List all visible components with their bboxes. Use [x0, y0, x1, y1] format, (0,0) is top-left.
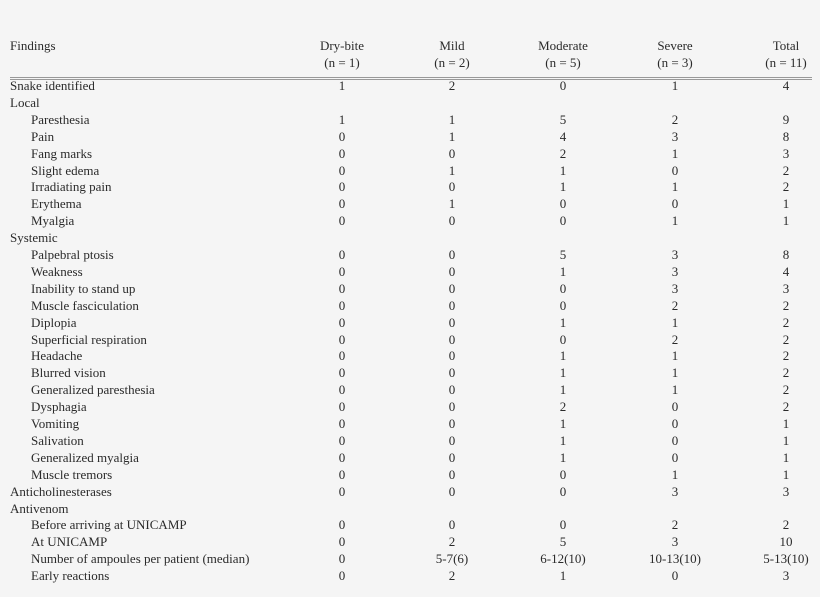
row-label: Local	[10, 94, 40, 110]
header-n: (n = 11)	[765, 55, 807, 70]
cell-mild: 0	[448, 331, 456, 347]
table-row	[0, 280, 820, 297]
row-label: Generalized myalgia	[31, 449, 139, 465]
cell-total: 10	[779, 534, 793, 550]
row-label: Dysphagia	[31, 399, 87, 415]
cell-mild: 0	[448, 314, 456, 330]
cell-dry-bite: 0	[338, 551, 346, 567]
cell-mild: 0	[448, 179, 456, 195]
cell-dry-bite: 0	[338, 517, 346, 533]
cell-moderate: 0	[559, 297, 567, 313]
cell-moderate: 0	[559, 280, 567, 296]
cell-dry-bite: 0	[338, 382, 346, 398]
cell-severe: 10-13(10)	[649, 551, 701, 567]
row-label: Anticholinesterases	[10, 483, 112, 499]
row-label: Paresthesia	[31, 111, 90, 127]
row-label: Inability to stand up	[31, 280, 136, 296]
cell-mild: 0	[448, 297, 456, 313]
row-label: Pain	[31, 128, 55, 144]
cell-severe: 1	[671, 78, 679, 93]
cell-dry-bite: 0	[338, 432, 346, 448]
table-row	[0, 229, 820, 246]
cell-dry-bite: 0	[338, 247, 346, 262]
header-n: (n = 2)	[434, 55, 470, 70]
cell-total: 3	[782, 568, 790, 584]
cell-severe: 3	[671, 263, 679, 279]
header-n: (n = 5)	[545, 55, 581, 70]
cell-severe: 1	[671, 466, 679, 482]
cell-severe: 3	[671, 483, 679, 499]
table-row	[0, 500, 820, 517]
cell-severe: 2	[671, 297, 679, 313]
row-label: Slight edema	[31, 162, 100, 178]
cell-total: 2	[782, 517, 790, 533]
cell-dry-bite: 0	[338, 568, 346, 584]
cell-severe: 0	[671, 162, 679, 178]
table-row	[0, 483, 820, 500]
cell-dry-bite: 0	[338, 365, 346, 381]
table-row	[0, 398, 820, 415]
cell-total: 1	[782, 196, 790, 212]
cell-mild: 0	[448, 432, 456, 448]
cell-moderate: 6-12(10)	[540, 551, 586, 567]
cell-dry-bite: 0	[338, 416, 346, 431]
cell-moderate: 4	[559, 128, 567, 144]
cell-moderate: 0	[559, 517, 567, 533]
cell-total: 2	[782, 382, 790, 398]
cell-dry-bite: 0	[338, 280, 346, 296]
row-label: Myalgia	[31, 213, 75, 229]
cell-dry-bite: 0	[338, 196, 346, 212]
row-label: Headache	[31, 348, 83, 364]
cell-total: 2	[782, 162, 790, 178]
cell-mild: 5-7(6)	[435, 551, 469, 567]
table-row	[0, 347, 820, 364]
cell-dry-bite: 0	[338, 297, 346, 313]
cell-total: 1	[782, 449, 790, 465]
cell-mild: 0	[448, 416, 456, 431]
row-label: Number of ampoules per patient (median)	[31, 551, 250, 567]
cell-severe: 1	[671, 382, 679, 398]
header-dry-bite	[292, 37, 392, 71]
cell-total: 2	[782, 399, 790, 415]
header-moderate	[513, 37, 613, 71]
cell-moderate: 1	[559, 348, 567, 364]
cell-total: 2	[782, 314, 790, 330]
cell-dry-bite: 0	[338, 145, 346, 161]
cell-total: 1	[782, 416, 790, 431]
table-header	[0, 37, 820, 73]
cell-total: 2	[782, 348, 790, 364]
cell-total: 1	[782, 432, 790, 448]
header-findings: Findings	[10, 38, 56, 53]
row-label: Before arriving at UNICAMP	[31, 517, 187, 533]
cell-total: 1	[782, 213, 790, 229]
cell-severe: 3	[671, 128, 679, 144]
row-label: Vomiting	[31, 416, 80, 431]
cell-dry-bite: 1	[338, 78, 346, 93]
cell-total: 4	[782, 263, 790, 279]
cell-total: 1	[782, 466, 790, 482]
table-row	[0, 533, 820, 550]
row-label: Erythema	[31, 196, 82, 212]
cell-moderate: 5	[559, 534, 567, 550]
row-label: Irradiating pain	[31, 179, 112, 195]
table-row	[0, 314, 820, 331]
cell-total: 4	[782, 78, 790, 93]
cell-mild: 1	[448, 162, 456, 178]
cell-dry-bite: 0	[338, 179, 346, 195]
cell-severe: 1	[671, 348, 679, 364]
table-row	[0, 145, 820, 162]
cell-severe: 0	[671, 432, 679, 448]
table-row	[0, 516, 820, 533]
table-row	[0, 246, 820, 263]
table-row	[0, 178, 820, 195]
table-row	[0, 381, 820, 398]
table-row	[0, 111, 820, 128]
cell-total: 2	[782, 179, 790, 195]
cell-mild: 1	[448, 111, 456, 127]
cell-severe: 1	[671, 365, 679, 381]
cell-dry-bite: 0	[338, 162, 346, 178]
cell-mild: 2	[448, 568, 456, 584]
cell-moderate: 1	[559, 365, 567, 381]
cell-severe: 0	[671, 568, 679, 584]
cell-severe: 2	[671, 517, 679, 533]
row-label: Weakness	[31, 263, 83, 279]
header-label: Dry-bite	[319, 38, 365, 53]
cell-mild: 0	[448, 247, 456, 262]
row-label: Early reactions	[31, 568, 110, 584]
cell-total: 9	[782, 111, 790, 127]
cell-moderate: 1	[559, 179, 567, 195]
cell-dry-bite: 0	[338, 314, 346, 330]
cell-total: 8	[782, 128, 790, 144]
row-label: Superficial respiration	[31, 331, 147, 347]
row-label: Salivation	[31, 432, 84, 448]
cell-mild: 0	[448, 449, 456, 465]
cell-moderate: 1	[559, 416, 567, 431]
cell-moderate: 0	[559, 483, 567, 499]
cell-total: 3	[782, 280, 790, 296]
header-mild	[402, 37, 502, 71]
header-n: (n = 3)	[657, 55, 693, 70]
cell-dry-bite: 0	[338, 399, 346, 415]
cell-total: 5-13(10)	[763, 551, 809, 567]
cell-dry-bite: 0	[338, 263, 346, 279]
cell-mild: 0	[448, 348, 456, 364]
table-row	[0, 128, 820, 145]
cell-mild: 0	[448, 280, 456, 296]
row-label: Systemic	[10, 230, 58, 246]
row-label: Diplopia	[31, 314, 77, 330]
cell-dry-bite: 0	[338, 331, 346, 347]
cell-dry-bite: 1	[338, 111, 346, 127]
cell-mild: 1	[448, 196, 456, 212]
cell-mild: 0	[448, 517, 456, 533]
row-label: At UNICAMP	[31, 534, 108, 550]
cell-moderate: 2	[559, 145, 567, 161]
header-severe	[625, 37, 725, 71]
table-row	[0, 77, 820, 94]
cell-dry-bite: 0	[338, 483, 346, 499]
cell-severe: 3	[671, 247, 679, 262]
cell-moderate: 1	[559, 449, 567, 465]
table-row	[0, 415, 820, 432]
header-n: (n = 1)	[324, 55, 360, 70]
cell-moderate: 1	[559, 382, 567, 398]
table-row	[0, 212, 820, 229]
cell-severe: 0	[671, 399, 679, 415]
cell-dry-bite: 0	[338, 466, 346, 482]
header-label: Total	[772, 38, 800, 53]
cell-total: 2	[782, 365, 790, 381]
row-label: Muscle tremors	[31, 466, 113, 482]
cell-mild: 0	[448, 382, 456, 398]
cell-total: 2	[782, 297, 790, 313]
cell-mild: 0	[448, 483, 456, 499]
cell-moderate: 5	[559, 111, 567, 127]
row-label: Fang marks	[31, 145, 93, 161]
table-row	[0, 466, 820, 483]
cell-severe: 0	[671, 416, 679, 431]
cell-total: 3	[782, 483, 790, 499]
cell-moderate: 5	[559, 247, 567, 262]
row-label: Generalized paresthesia	[31, 382, 155, 398]
cell-moderate: 2	[559, 399, 567, 415]
cell-severe: 3	[671, 534, 679, 550]
table-row	[0, 195, 820, 212]
table-row	[0, 297, 820, 314]
table-row	[0, 331, 820, 348]
cell-mild: 0	[448, 365, 456, 381]
row-label: Antivenom	[10, 500, 69, 516]
cell-total: 3	[782, 145, 790, 161]
cell-severe: 1	[671, 314, 679, 330]
cell-total: 2	[782, 331, 790, 347]
row-label: Palpebral ptosis	[31, 247, 114, 262]
cell-severe: 2	[671, 111, 679, 127]
cell-moderate: 0	[559, 196, 567, 212]
cell-dry-bite: 0	[338, 128, 346, 144]
cell-severe: 0	[671, 196, 679, 212]
table-row	[0, 162, 820, 179]
cell-mild: 2	[448, 534, 456, 550]
cell-moderate: 0	[559, 331, 567, 347]
table-row	[0, 567, 820, 584]
cell-moderate: 1	[559, 162, 567, 178]
cell-moderate: 0	[559, 213, 567, 229]
table-row	[0, 432, 820, 449]
table-row	[0, 550, 820, 567]
table-row	[0, 94, 820, 111]
cell-dry-bite: 0	[338, 348, 346, 364]
cell-mild: 0	[448, 213, 456, 229]
table-row	[0, 263, 820, 280]
cell-total: 8	[782, 247, 790, 262]
row-label: Blurred vision	[31, 365, 106, 381]
row-label: Muscle fasciculation	[31, 297, 139, 313]
header-label: Mild	[439, 38, 465, 53]
cell-dry-bite: 0	[338, 449, 346, 465]
cell-mild: 0	[448, 145, 456, 161]
cell-moderate: 1	[559, 314, 567, 330]
cell-mild: 1	[448, 128, 456, 144]
header-label: Moderate	[538, 38, 588, 53]
cell-dry-bite: 0	[338, 213, 346, 229]
header-label: Severe	[657, 38, 693, 53]
cell-moderate: 0	[559, 78, 567, 93]
cell-severe: 1	[671, 213, 679, 229]
header-total	[736, 37, 820, 71]
table-row	[0, 364, 820, 381]
cell-mild: 0	[448, 399, 456, 415]
cell-mild: 2	[448, 78, 456, 93]
cell-severe: 2	[671, 331, 679, 347]
cell-severe: 0	[671, 449, 679, 465]
cell-moderate: 1	[559, 263, 567, 279]
cell-moderate: 0	[559, 466, 567, 482]
cell-moderate: 1	[559, 432, 567, 448]
cell-severe: 3	[671, 280, 679, 296]
cell-mild: 0	[448, 263, 456, 279]
cell-dry-bite: 0	[338, 534, 346, 550]
row-label: Snake identified	[10, 78, 95, 93]
cell-mild: 0	[448, 466, 456, 482]
cell-severe: 1	[671, 179, 679, 195]
table-row	[0, 449, 820, 466]
cell-severe: 1	[671, 145, 679, 161]
cell-moderate: 1	[559, 568, 567, 584]
